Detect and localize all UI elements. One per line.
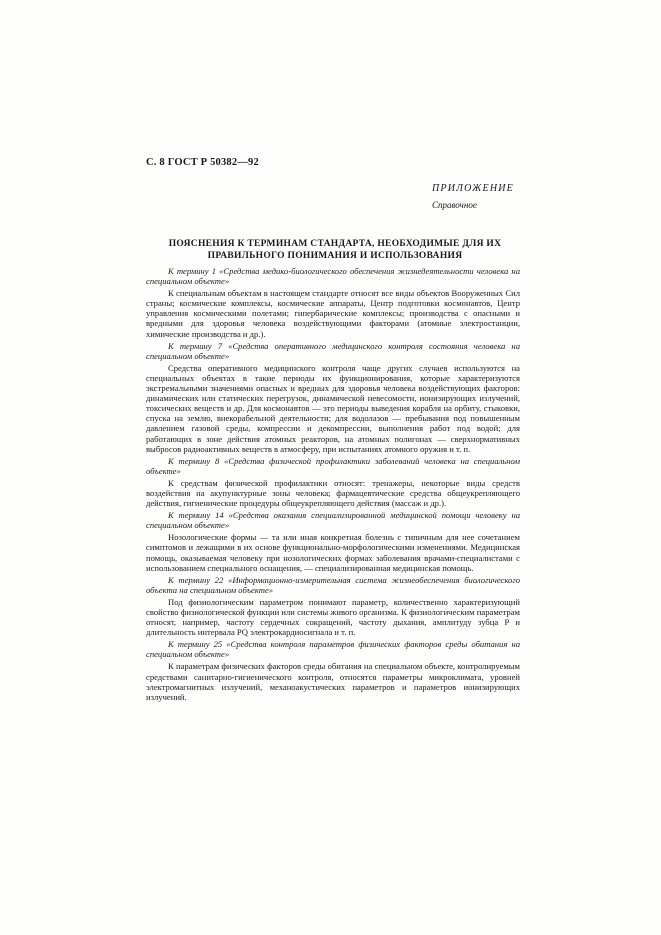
body-paragraph: К параметрам физических факторов среды обитания на специальном объекте, контролируемым средствами санитарно-гигиенического контроля, относятся параметры микроклимата, уровней электромагнитных излучений, механоакустических параметров и параметров ионизирующих излучений. bbox=[146, 661, 520, 702]
term-heading: К термину 14 «Средства оказания специализированной медицинской помощи человеку на специальном объекте» bbox=[146, 510, 520, 531]
body-paragraph: Под физиологическим параметром понимают параметр, количественно характеризующий свойство физиологической функции или системы живого организма. К физиологическим параметрам относят, например, частоту сердечных сокращений, частоту дыхания, амплитуду зубца P и длительность интервала PQ электрокардиосигнала и т. п. bbox=[146, 596, 520, 638]
term-heading: К термину 7 «Средства оперативного медицинского контроля состояния человека на специальном объекте» bbox=[146, 340, 520, 361]
body-paragraph: Нозологические формы — та или иная конкретная болезнь с типичным для нее сочетанием симптомов и лежащими в их основе функционально-морфологическими изменениями. Медицинская помощь, оказываемая человеку при нозологических формах заболевания врачами-специалистами с использованием специального оснащения, — специализированная медицинская помощь. bbox=[146, 532, 520, 573]
document-body bbox=[146, 266, 520, 704]
document-title: ПОЯСНЕНИЯ К ТЕРМИНАМ СТАНДАРТА, НЕОБХОДИМЫЕ ДЛЯ ИХ ПРАВИЛЬНОГО ПОНИМАНИЯ И ИСПОЛЬЗОВАНИЯ bbox=[168, 239, 502, 261]
term-heading: К термину 1 «Средства медико-биологического обеспечения жизнедеятельности человека на специальном объекте» bbox=[146, 266, 520, 287]
term-heading: К термину 25 «Средства контроля параметров физических факторов среды обитания на специальном объекте» bbox=[146, 639, 520, 660]
appendix-label: ПРИЛОЖЕНИЕ bbox=[432, 183, 514, 194]
term-heading: К термину 8 «Средства физической профилактики заболеваний человека на специальном объекте» bbox=[146, 455, 520, 476]
term-heading: К термину 22 «Информационно-измерительная система жизнеобеспечения биологического объекта на специальном объекте» bbox=[146, 574, 520, 595]
page-header: С. 8 ГОСТ Р 50382—92 bbox=[146, 157, 259, 168]
body-paragraph: Средства оперативного медицинского контроля чаще других случаев используются на специальных объектах в такие периоды их функционирования, которые характеризуются экстремальными значениями опасных и вредных для здоровья человека воздействующих факторов: динамических или статических перегрузок, динамической невесомости, ионизирующих излучений, токсических веществ и др. Для космонавтов — это периоды выведения корабля на орбиту, стыковки, спуска на землю, внекорабельной деятельности; для водолазов — пребывания под повышенным давлением газовой среды, компрессии и декомпрессии, выполнения работ под водой; для работающих в зоне действия атомных реакторов, на атомных полигонах — сверхнормативных выбросов радиоактивных веществ в атмосферу, при испытаниях атомного оружия и т. п. bbox=[146, 362, 520, 454]
body-paragraph: К специальным объектам в настоящем стандарте относят все виды объектов Вооруженных Сил страны; космические комплексы, космические аппараты, Центр подготовки космонавтов, Центр управления космическими полетами; гипербарические комплексы; производства с опасными и вредными для здоровья человека воздействующими факторами (атомные электростанции, химические производства и др.). bbox=[146, 288, 520, 339]
body-paragraph: К средствам физической профилактики относят: тренажеры, некоторые виды средств воздействия на акупунктурные зоны человека; фармацевтические средства общеукрепляющего действия, гигиенические процедуры общеукрепляющего действия (массаж и др.). bbox=[146, 477, 520, 509]
reference-label: Справочное bbox=[432, 200, 477, 210]
